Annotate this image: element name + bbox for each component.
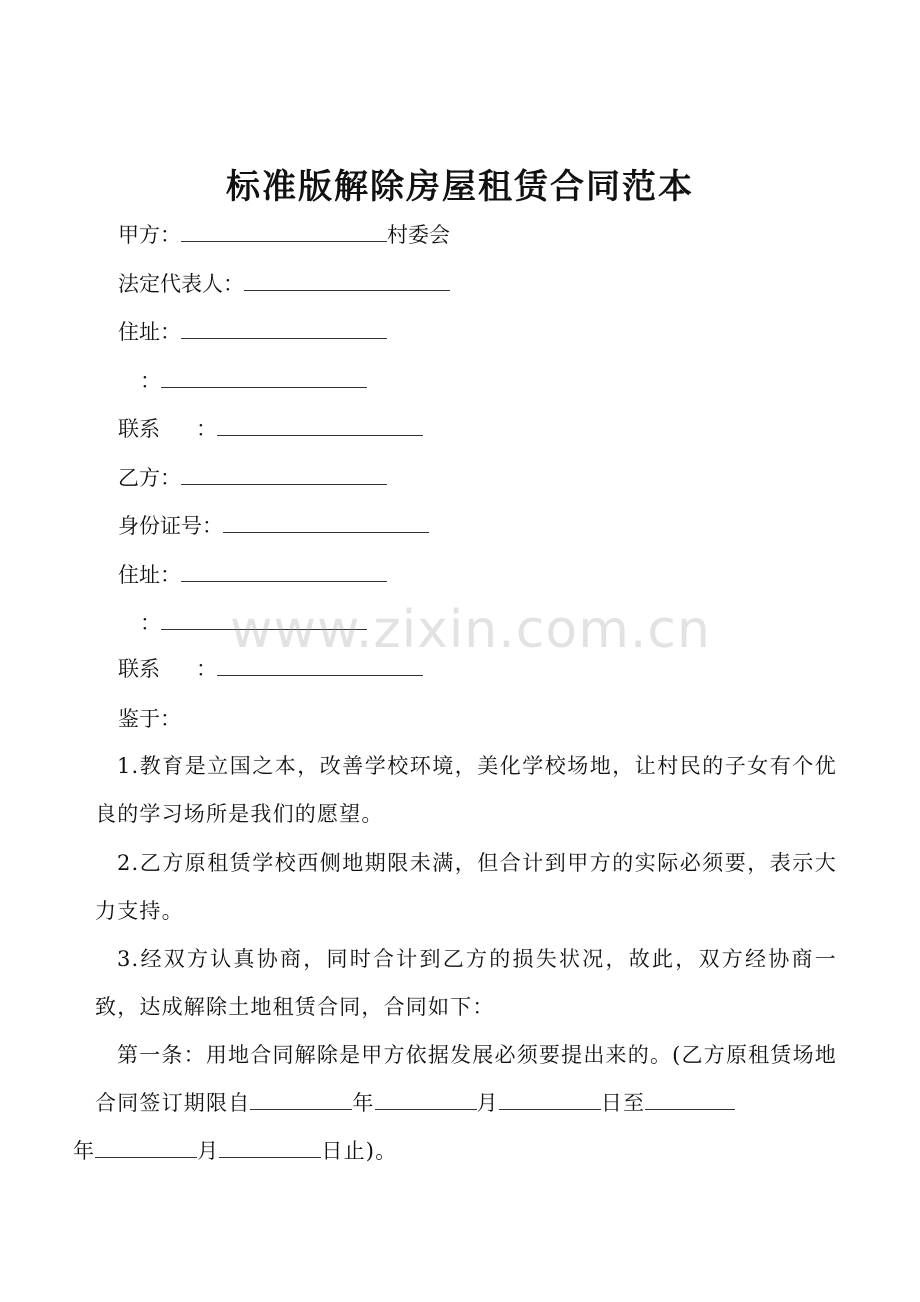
party-a-label: 甲方： bbox=[118, 223, 181, 247]
id-label: 身份证号： bbox=[118, 514, 223, 538]
start-year-blank bbox=[250, 1087, 352, 1110]
contact-b-colon: ： bbox=[196, 657, 217, 681]
legal-rep-line bbox=[118, 268, 450, 300]
month-label-2: 月 bbox=[197, 1139, 220, 1163]
party-b-label: 乙方： bbox=[118, 466, 181, 490]
document-title: 标准版解除房屋租赁合同范本 bbox=[226, 167, 694, 207]
contact-b-label: 联系 bbox=[118, 657, 160, 681]
address-b-label: 住址： bbox=[118, 563, 181, 587]
contact-b-line bbox=[118, 653, 423, 685]
article-1 bbox=[73, 1031, 837, 1175]
colon-a-blank bbox=[161, 365, 367, 388]
party-b-line bbox=[118, 462, 387, 494]
year-label-2: 年 bbox=[73, 1139, 96, 1163]
id-line bbox=[118, 510, 429, 542]
paragraph-3: 3.经双方认真协商，同时合计到乙方的损失状况，故此，双方经协商一致，达成解除土地租赁合同，合同如下： bbox=[95, 947, 837, 1019]
contact-a-label: 联系 bbox=[118, 417, 160, 441]
party-a-line bbox=[118, 219, 450, 251]
address-a-line bbox=[118, 316, 387, 348]
address-b-blank bbox=[181, 559, 387, 582]
address-a-blank bbox=[181, 316, 387, 339]
legal-rep-label: 法定代表人： bbox=[118, 272, 244, 296]
contact-a-line bbox=[118, 413, 423, 445]
whereas-label: 鉴于： bbox=[118, 707, 181, 731]
colon-b-line bbox=[140, 607, 367, 639]
whereas-line bbox=[118, 703, 181, 735]
contact-b-blank bbox=[217, 653, 423, 676]
start-day-blank bbox=[499, 1087, 601, 1110]
end-month-blank bbox=[95, 1135, 197, 1158]
legal-rep-blank bbox=[244, 268, 450, 291]
day-to-label: 日至 bbox=[600, 1091, 646, 1115]
end-day-blank bbox=[219, 1135, 321, 1158]
end-year-blank bbox=[645, 1087, 735, 1110]
party-a-suffix: 村委会 bbox=[387, 223, 450, 247]
colon-a-line bbox=[140, 365, 367, 397]
start-month-blank bbox=[375, 1087, 477, 1110]
watermark: www.zixin.com.cn bbox=[230, 600, 711, 660]
address-b-line bbox=[118, 559, 387, 591]
contact-a-colon: ： bbox=[196, 417, 217, 441]
paragraph-2: 2.乙方原租赁学校西侧地期限未满，但合计到甲方的实际必须要，表示大力支持。 bbox=[95, 851, 837, 923]
colon-a-label: ： bbox=[140, 369, 161, 393]
party-a-blank bbox=[181, 219, 387, 242]
address-a-label: 住址： bbox=[118, 320, 181, 344]
month-label-1: 月 bbox=[476, 1091, 499, 1115]
contact-a-blank bbox=[217, 413, 423, 436]
party-b-blank bbox=[181, 462, 387, 485]
id-blank bbox=[223, 510, 429, 533]
year-label-1: 年 bbox=[352, 1091, 375, 1115]
paragraph-1: 1.教育是立国之本，改善学校环境，美化学校场地，让村民的子女有个优良的学习场所是我们的愿望。 bbox=[95, 754, 837, 826]
article-1-text: 第一条：用地合同解除是甲方依据发展必须要提出来的。(乙方原租赁场地合同签订期限自 bbox=[95, 1043, 837, 1115]
colon-b-label: ： bbox=[140, 611, 161, 635]
colon-b-blank bbox=[161, 607, 367, 630]
day-end-label: 日止)。 bbox=[321, 1139, 398, 1163]
